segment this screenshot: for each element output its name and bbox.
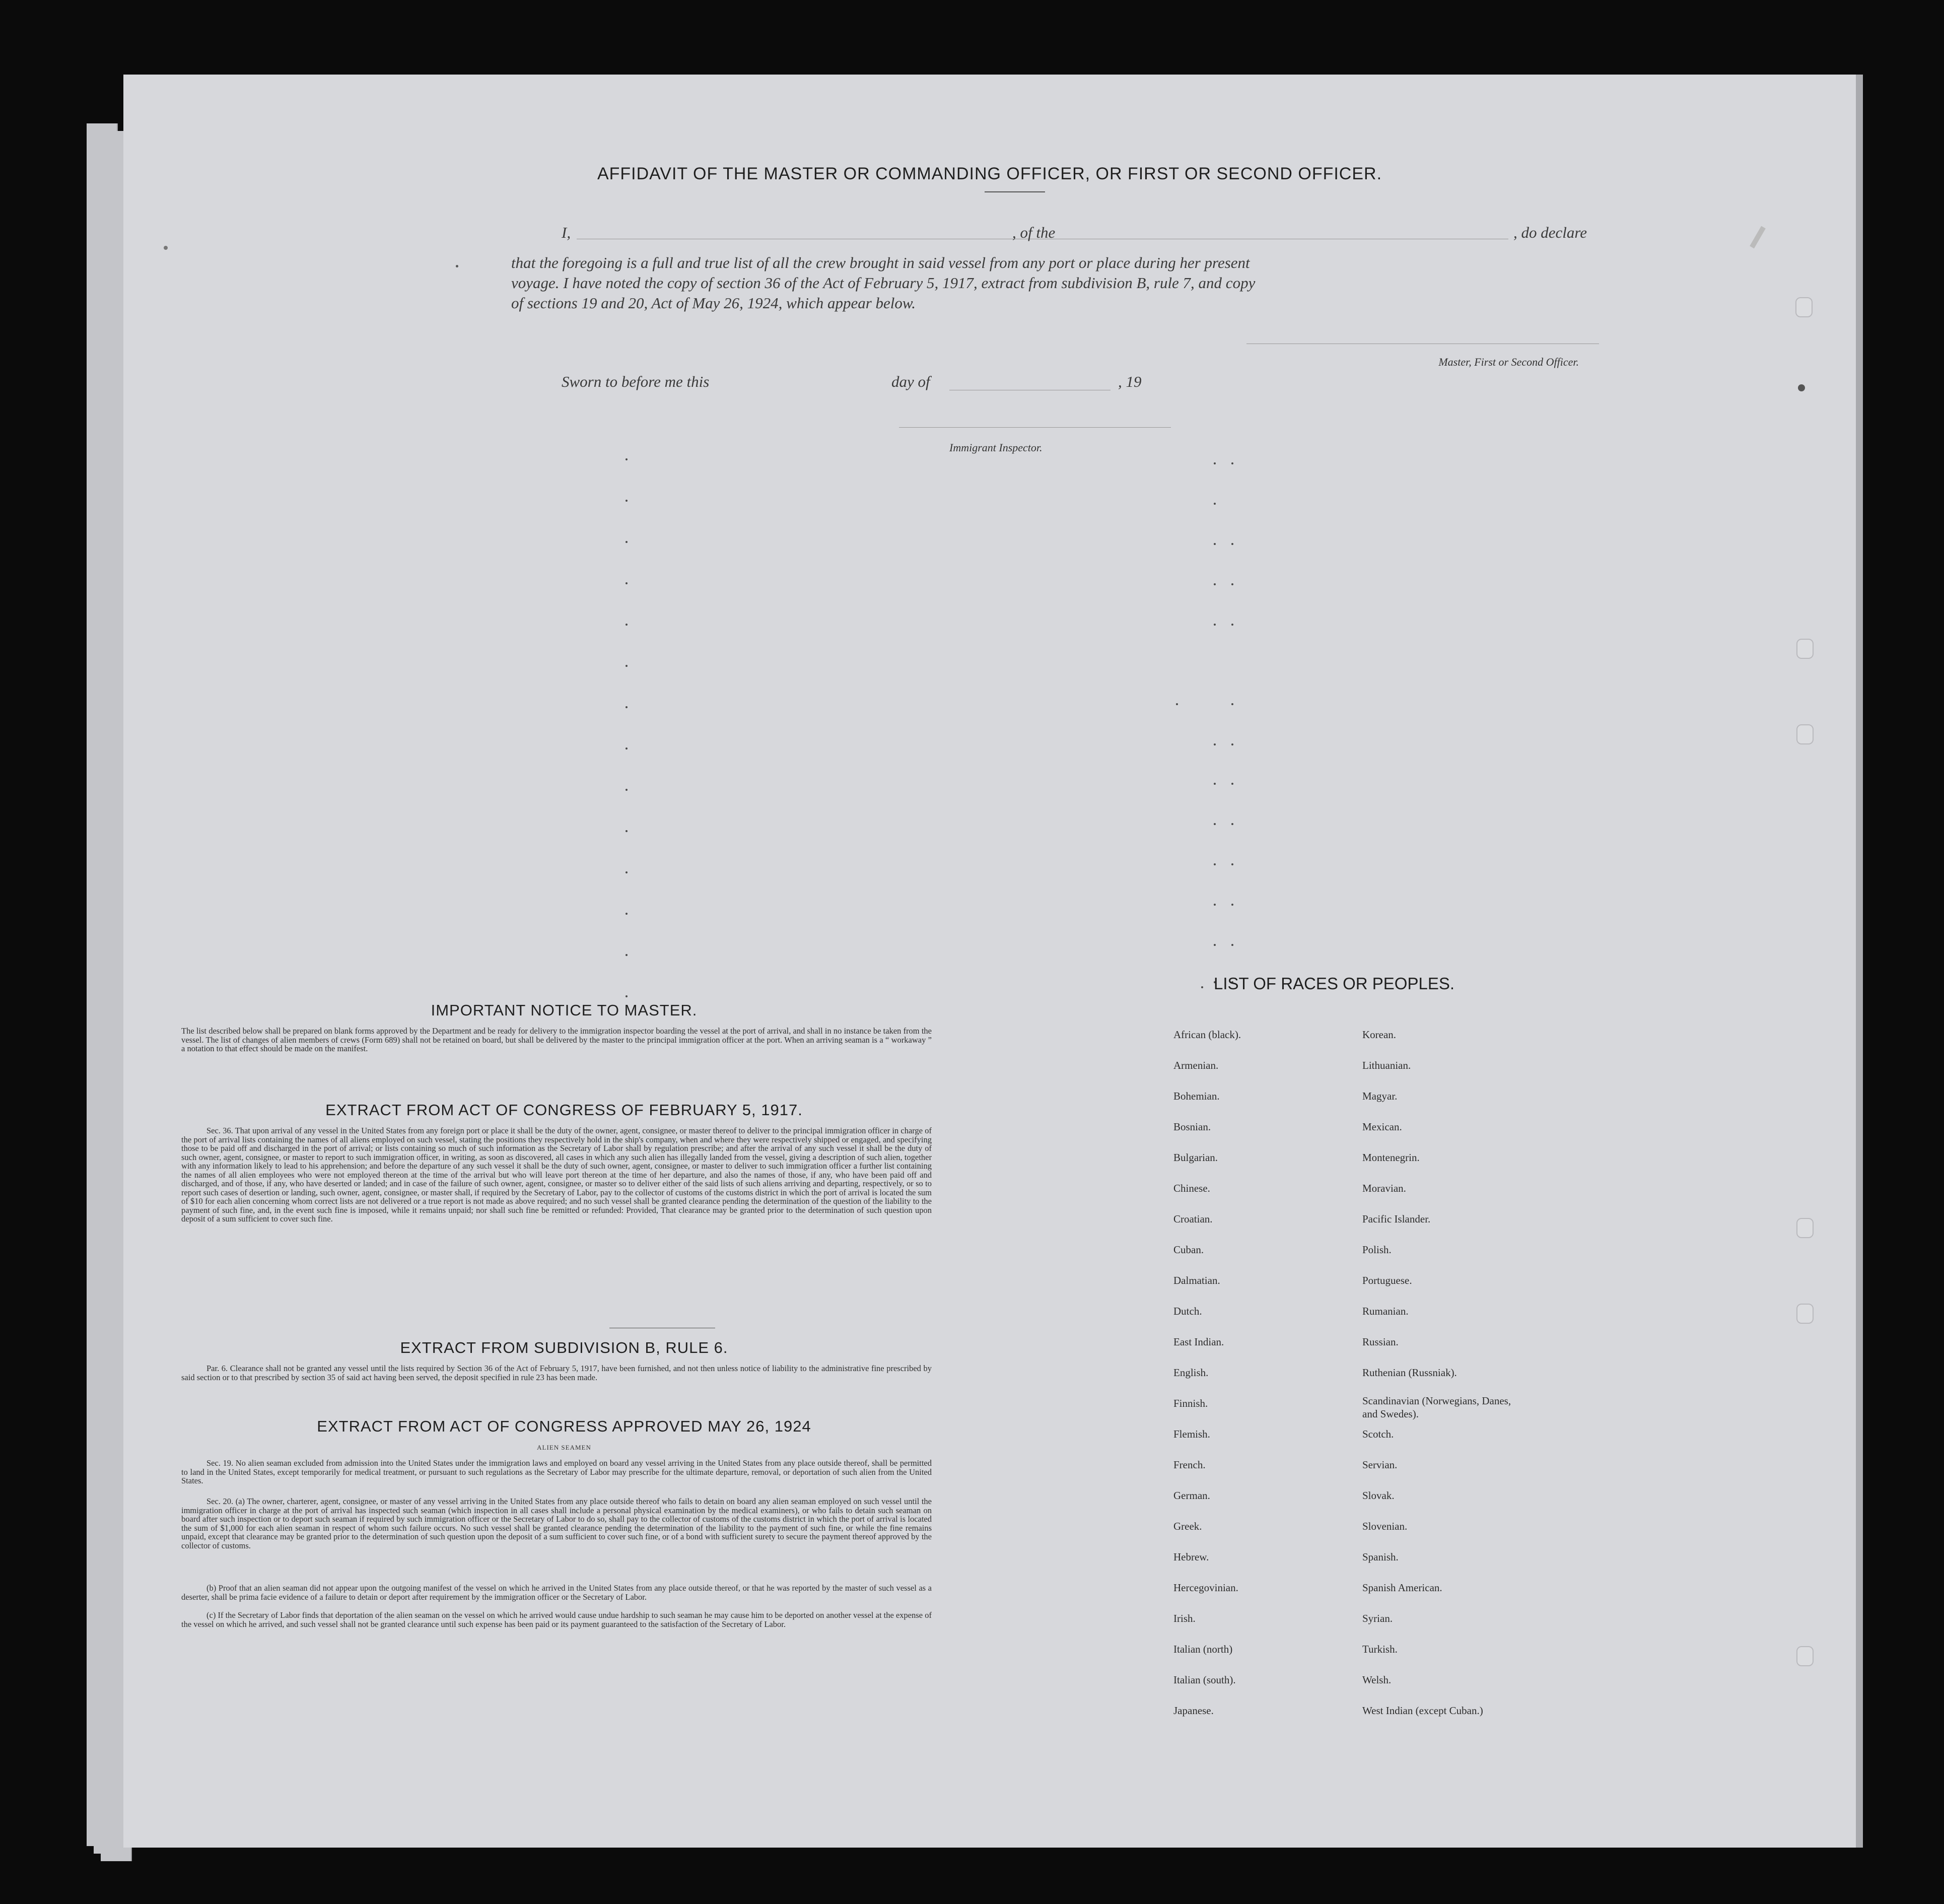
scan-speck [164, 246, 168, 250]
extract-1924-subtitle: ALIEN SEAMEN [537, 1444, 591, 1451]
notice-text: The list described below shall be prepared on blank forms approved by the Department and be ready for delivery to the immigration inspector boarding the vessel at the port of arrival, and shall in no instance be taken from the vessel. The list of changes of alien members of crews (Form 689) shall not be retained on board, but shall be delivered by the master to the principal immigration officer at the port. When an arriving seaman is a “ workaway ” a notation to that effect should be made on the manifest. [181, 1026, 932, 1053]
punch-hole [1796, 724, 1814, 744]
inspector-caption: Immigrant Inspector. [949, 441, 1043, 454]
leader-dot [626, 830, 628, 832]
document-page [123, 75, 1856, 1848]
race-item: Hercegovinian. [1173, 1582, 1238, 1594]
leader-dot [1231, 703, 1233, 705]
notice-title: IMPORTANT NOTICE TO MASTER. [431, 1001, 698, 1019]
race-item: Welsh. [1362, 1674, 1392, 1686]
scan-speck [1798, 384, 1805, 391]
extract-1924-sec20b: (b) Proof that an alien seaman did not appear upon the outgoing manifest of the vessel on which he arrived in the United States from any place outside thereof, or that he was reported by the master of such vessel as a deserter, shall be prima facie evidence of a failure to detain or deport after requirement by the immigration officer or the Secretary of Labor. [181, 1583, 932, 1602]
race-item: Servian. [1362, 1459, 1398, 1471]
sworn-label: Sworn to before me this [562, 373, 710, 390]
races-title: LIST OF RACES OR PEOPLES. [1214, 974, 1455, 993]
race-item: Korean. [1362, 1029, 1397, 1041]
race-item: Lithuanian. [1362, 1059, 1411, 1071]
extract-rule6-text: Par. 6. Clearance shall not be granted any vessel until the lists required by Section 36 of the Act of February 5, 1917, have been furnished, and not then unless notice of liability to the administrative fine prescribed by said section or to that prescribed by section 35 of said act having been served, the deposit specified in rule 23 has been made. [181, 1364, 932, 1382]
leader-dot [1231, 904, 1233, 906]
leader-dot [626, 541, 628, 543]
leader-dot [626, 789, 628, 791]
leader-dot [626, 582, 628, 584]
signature-caption: Master, First or Second Officer. [1438, 356, 1579, 368]
leader-dot [626, 665, 628, 667]
race-item: Pacific Islander. [1362, 1213, 1431, 1225]
race-item: Scandinavian (Norwegians, Danes, and Swedes). [1362, 1395, 1511, 1420]
race-item: West Indian (except Cuban.) [1362, 1705, 1483, 1717]
affidavit-i-label: I, [562, 224, 571, 241]
affidavit-body-line-1: that the foregoing is a full and true list of all the crew brought in said vessel from any port or place during her present [511, 254, 1250, 271]
extract-1924-title: EXTRACT FROM ACT OF CONGRESS APPROVED MAY 26, 1924 [317, 1417, 811, 1435]
leader-dot [1214, 462, 1216, 464]
race-item: Armenian. [1173, 1059, 1219, 1071]
leader-dot [1231, 543, 1233, 545]
race-item: Chinese. [1173, 1182, 1210, 1194]
race-item: Turkish. [1362, 1643, 1398, 1655]
punch-hole [1796, 1646, 1814, 1666]
leader-dot [1201, 986, 1203, 988]
leader-dot [626, 500, 628, 502]
race-item: Moravian. [1362, 1182, 1406, 1194]
page-edge-shadow [1856, 75, 1863, 1848]
race-item: Russian. [1362, 1336, 1399, 1348]
race-item: Dutch. [1173, 1305, 1202, 1317]
leader-dot [1214, 624, 1216, 626]
race-item: Italian (south). [1173, 1674, 1236, 1686]
race-item: Rumanian. [1362, 1305, 1409, 1317]
race-item: English. [1173, 1367, 1209, 1379]
extract-1924-sec20a: Sec. 20. (a) The owner, charterer, agent, consignee, or master of any vessel arriving in the United States from any place outside thereof who fails to detain on board any alien seaman employed on such vessel until the immigration officer in charge at the port of arrival has inspected such seaman (which inspection in all cases shall include a personal physical examination by the medical examiners), or who fails to detain such seaman on board after such inspection or to deport such seaman if required by such immigration officer or the Secretary of Labor to do so, shall pay to the collector of customs of the customs district in which the port of arrival is located the sum of $1,000 for each alien seaman in respect of whom such failure occurs. No such vessel shall be granted clearance pending the determination of the liability to the payment of such fine, or while the fine remains unpaid, except that clearance may be granted prior to the determination of such question upon the deposit of a sum sufficient to cover such fine, or of a bond with sufficient surety to secure the payment thereof approved by the collector of customs. [181, 1497, 932, 1550]
extract-1917-title: EXTRACT FROM ACT OF CONGRESS OF FEBRUARY 5, 1917. [325, 1101, 803, 1119]
race-item: Bohemian. [1173, 1090, 1220, 1102]
race-item: German. [1173, 1489, 1210, 1502]
punch-hole [1795, 297, 1813, 317]
race-item: African (black). [1173, 1029, 1241, 1041]
inspector-signature-line [899, 427, 1171, 428]
leader-dot [626, 706, 628, 708]
race-item: Cuban. [1173, 1244, 1204, 1256]
race-item: Polish. [1362, 1244, 1392, 1256]
race-item: Mexican. [1362, 1121, 1402, 1133]
leader-dot [626, 913, 628, 915]
extract-1924-sec19: Sec. 19. No alien seaman excluded from admission into the United States under the immigration laws and employed on board any vessel arriving in the United States from any place outside thereof, shall be permitted to land in the United States, except temporarily for medical treatment, or pursuant to such regulations as the Secretary of Labor may prescribe for the ultimate departure, removal, or deportation of such alien from the United States. [181, 1458, 932, 1485]
affidavit-do-declare-label: , do declare [1513, 224, 1587, 241]
title-rule [985, 191, 1045, 192]
race-item: Scotch. [1362, 1428, 1394, 1440]
race-item: Portuguese. [1362, 1274, 1412, 1286]
race-item: Flemish. [1173, 1428, 1210, 1440]
day-of-label: day of [891, 373, 930, 390]
race-item: Bulgarian. [1173, 1151, 1218, 1164]
race-item: Bosnian. [1173, 1121, 1211, 1133]
affidavit-of-the-label: , of the [1012, 224, 1056, 241]
year-label: , 19 [1118, 373, 1142, 390]
leader-dot [626, 954, 628, 956]
leader-dot [1231, 462, 1233, 464]
leader-dot [1176, 703, 1178, 705]
race-item: Montenegrin. [1362, 1151, 1420, 1164]
affidavit-body-line-2: voyage. I have noted the copy of section 36 of the Act of February 5, 1917, extract from subdivision B, rule 7, and copy [511, 274, 1256, 292]
punch-hole [1796, 639, 1814, 659]
leader-dot [626, 995, 628, 997]
race-item: Magyar. [1362, 1090, 1398, 1102]
leader-dot [1214, 904, 1216, 906]
punch-hole [1796, 1304, 1814, 1324]
leader-dot [1231, 743, 1233, 745]
race-item: Slovenian. [1362, 1520, 1408, 1532]
race-item: Hebrew. [1173, 1551, 1209, 1563]
leader-dot [626, 747, 628, 750]
leader-dot [626, 871, 628, 873]
pencil-mark [1750, 226, 1766, 249]
extract-1924-sec20c: (c) If the Secretary of Labor finds that deportation of the alien seaman on the vessel on which he arrived would cause undue hardship to such seaman he may cause him to be deported on another vessel at the expense of the vessel on which he arrived, and such vessel shall not be granted clearance until such expense has been paid or its payment guaranteed to the satisfaction of the Secretary of Labor. [181, 1610, 932, 1629]
leader-dot [1214, 543, 1216, 545]
race-item: Slovak. [1362, 1489, 1395, 1502]
race-item: East Indian. [1173, 1336, 1224, 1348]
leader-dot [1214, 503, 1216, 505]
affidavit-body-line-3: of sections 19 and 20, Act of May 26, 1924, which appear below. [511, 294, 916, 312]
leader-dot [1214, 583, 1216, 585]
leader-dot [1231, 823, 1233, 825]
affidavit-title: AFFIDAVIT OF THE MASTER OR COMMANDING OFFICER, OR FIRST OR SECOND OFFICER. [597, 164, 1382, 183]
leader-dot [1214, 743, 1216, 745]
leader-dot [626, 624, 628, 626]
leader-dot [1214, 823, 1216, 825]
leader-dot [626, 458, 628, 460]
race-item: Dalmatian. [1173, 1274, 1220, 1286]
leader-dot [1214, 863, 1216, 865]
race-item: Syrian. [1362, 1612, 1393, 1624]
race-item: Greek. [1173, 1520, 1202, 1532]
leader-dot [1231, 583, 1233, 585]
leader-dot [1231, 944, 1233, 946]
leader-dot [1231, 783, 1233, 785]
extract-rule6-title: EXTRACT FROM SUBDIVISION B, RULE 6. [400, 1339, 728, 1356]
race-item: Irish. [1173, 1612, 1196, 1624]
race-item: Ruthenian (Russniak). [1362, 1367, 1457, 1379]
leader-dot [1214, 944, 1216, 946]
leader-dot [1231, 863, 1233, 865]
extract-1917-text: Sec. 36. That upon arrival of any vessel in the United States from any foreign port or place it shall be the duty of the owner, agent, consignee, or master thereof to deliver to the principal immigration officer in charge of the port of arrival lists containing the names of all aliens employed on such vessel, stating the positions they respectively hold in the ship's company, when and where they were respectively shipped or engaged, and specifying those to be paid off and discharged in the port of arrival; or lists containing so much of such information as the Secretary of Labor shall by regulation prescribe; and after the arrival of any such vessel it shall be the duty of such owner, agent, consignee, or master to report to such immigration officer, in writing, as soon as discovered, all cases in which any such alien has illegally landed from the vessel, giving a description of such alien, together with any information likely to lead to his apprehension; and before the departure of any such vessel it shall be the duty of such owner, agent, consignee, or master to deliver to such immigration officer a further list containing the names of all alien employees who were not employed thereon at the time of the arrival but who will leave port thereon at the time of her departure, and also the names of those, if any, who have been paid off and discharged, and of those, if any, who have deserted or landed; and in case of the failure of such owner, agent, consignee, or master so to deliver either of the said lists of such aliens arriving and departing, respectively, or so to report such cases of desertion or landing, such owner, agent, consignee, or master shall, if required by the Secretary of Labor, pay to the collector of customs of the customs district in which the port of arrival is located the sum of $10 for each alien concerning whom correct lists are not delivered or a true report is not made as above required; and no such vessel shall be granted clearance pending the determination of the question of the liability to the payment of such fine, and, in the event such fine is imposed, while it remains unpaid; nor shall such fine be remitted or refunded: Provided, That clearance may be granted prior to the determination of such question upon deposit of a sum sufficient to cover such fine. [181, 1126, 932, 1223]
leader-dot [1214, 783, 1216, 785]
race-item: Finnish. [1173, 1397, 1208, 1409]
race-item: French. [1173, 1459, 1206, 1471]
race-item: Spanish. [1362, 1551, 1399, 1563]
race-item: Spanish American. [1362, 1582, 1442, 1594]
race-item: Italian (north) [1173, 1643, 1233, 1655]
leader-dot [1231, 624, 1233, 626]
punch-hole [1796, 1218, 1814, 1238]
scan-speck [456, 265, 458, 267]
race-item: Croatian. [1173, 1213, 1213, 1225]
race-item: Japanese. [1173, 1705, 1214, 1717]
